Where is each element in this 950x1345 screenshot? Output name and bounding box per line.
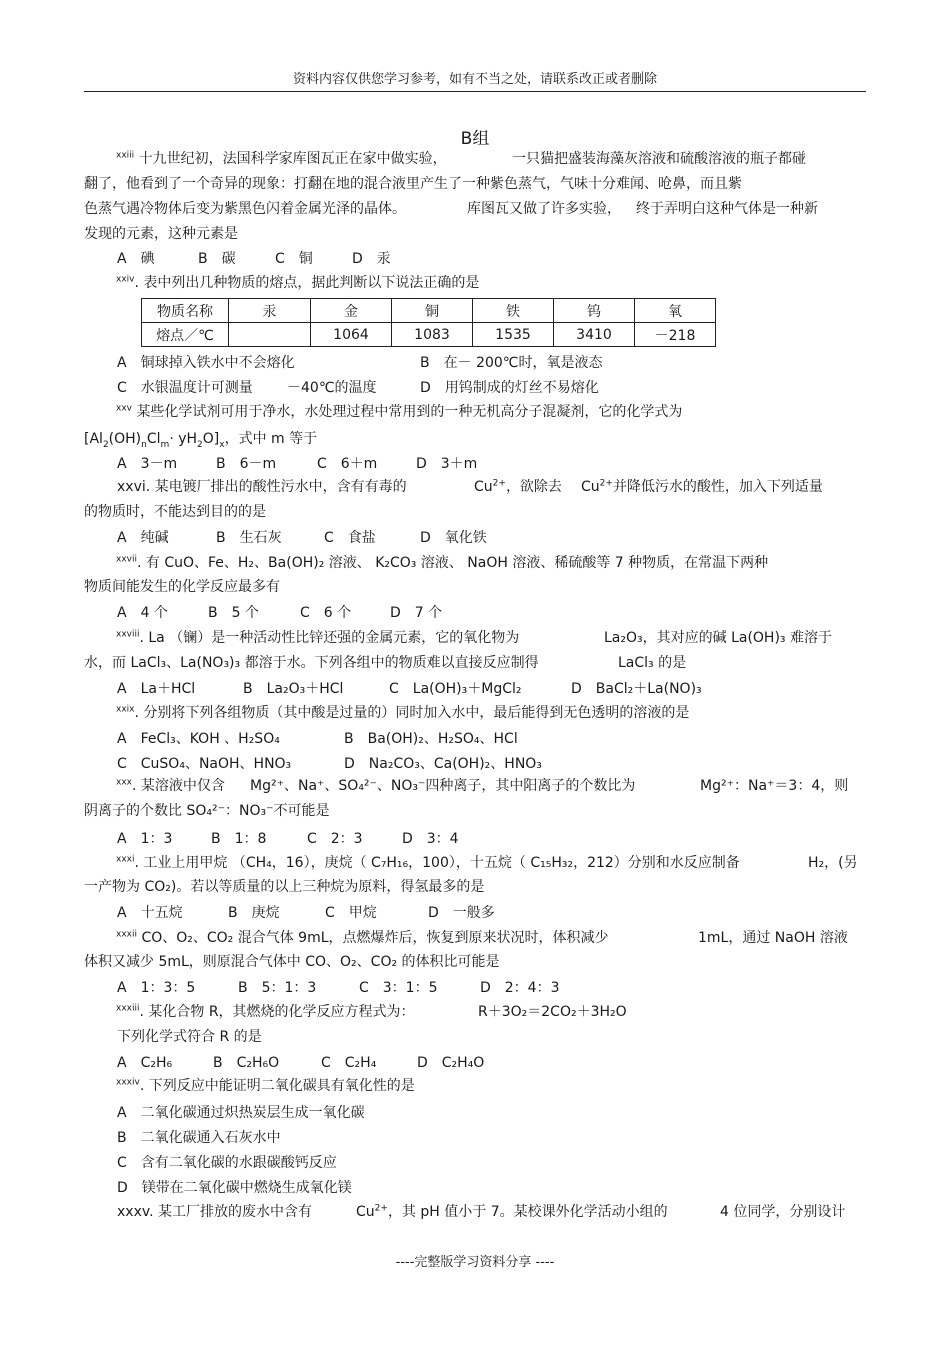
q27-line-2: 物质间能发生的化学反应最多有 bbox=[84, 579, 280, 595]
q25-option-a: A 3－m bbox=[117, 456, 178, 472]
q25-option-d: D 3＋m bbox=[416, 456, 478, 472]
q23-line-3c: 终于弄明白这种气体是一种新 bbox=[636, 201, 818, 217]
q25-option-c: C 6＋m bbox=[317, 456, 378, 472]
q27-line-1: $^{xxvii}$. 有 CuO、Fe、H₂、Ba(OH)₂ 溶液、 K₂CO₃ 溶液、 NaOH 溶液、稀硫酸等 7 种物质，在常温下两种 bbox=[116, 554, 769, 571]
q23-line-2: 翻了，他看到了一个奇异的现象：打翻在地的混合液里产生了一种紫色蒸气，气味十分难闻、呛鼻，而且紫 bbox=[84, 176, 742, 192]
melting-point-table bbox=[141, 298, 716, 347]
q33-option-a: A C₂H₆ bbox=[117, 1055, 173, 1071]
q30-line-1: $^{xxx}$. 某溶液中仅含 bbox=[116, 777, 225, 794]
q23-option-a: A 碘 bbox=[117, 251, 155, 267]
q32-line-1: $^{xxxii}$ CO、O₂、CO₂ 混合气体 9mL，点燃爆炸后，恢复到原来状况时，体积减少 bbox=[116, 929, 609, 946]
q26-option-d: D 氧化铁 bbox=[420, 530, 487, 546]
q30-line-1c: Mg²⁺：Na⁺＝3：4，则 bbox=[700, 778, 849, 794]
q24-number: xxiv bbox=[116, 274, 135, 285]
table-cell: 熔点／℃ bbox=[142, 323, 229, 347]
table-row bbox=[142, 299, 716, 323]
table-row bbox=[142, 323, 716, 347]
section-title: B组 bbox=[460, 129, 490, 149]
q35-number: xxxv bbox=[117, 1204, 150, 1220]
q26-line-1: xxvi. 某电镀厂排出的酸性污水中，含有有毒的 bbox=[117, 479, 407, 495]
q28-option-d: D BaCl₂＋La(NO)₃ bbox=[571, 681, 702, 697]
q26-line-2: 的物质时，不能达到目的的是 bbox=[84, 504, 266, 520]
q23-number: xxiii bbox=[116, 150, 135, 161]
q29-option-d: D Na₂CO₃、Ca(OH)₂、HNO₃ bbox=[344, 756, 542, 772]
q27-number: xxvii bbox=[116, 554, 137, 565]
q23-line-1b: 一只猫把盛装海藻灰溶液和硫酸溶液的瓶子都碰 bbox=[512, 151, 806, 167]
q35-line-1c: 4 位同学，分别设计 bbox=[720, 1204, 846, 1220]
q24-option-d: D 用钨制成的灯丝不易熔化 bbox=[420, 380, 599, 396]
table-cell: 3410 bbox=[554, 323, 635, 347]
q34-option-c: C 含有二氧化碳的水跟碳酸钙反应 bbox=[117, 1155, 337, 1171]
q32-option-a: A 1：3：5 bbox=[117, 980, 196, 996]
q32-line-2: 体积又减少 5mL，则原混合气体中 CO、O₂、CO₂ 的体积比可能是 bbox=[84, 954, 500, 970]
q29-option-a: A FeCl₃、KOH 、H₂SO₄ bbox=[117, 731, 280, 747]
table-cell: 钨 bbox=[554, 299, 635, 323]
table-cell bbox=[229, 323, 311, 347]
q23-line-3b: 库图瓦又做了许多实验， bbox=[467, 201, 621, 217]
q33-option-c: C C₂H₄ bbox=[321, 1055, 377, 1071]
q27-option-d: D 7 个 bbox=[390, 605, 443, 621]
q34-line-1: $^{xxxiv}$. 下列反应中能证明二氧化碳具有氧化性的是 bbox=[116, 1077, 415, 1094]
q28-line-1: $^{xxviii}$. La （镧）是一种活动性比锌还强的金属元素，它的氧化物为 bbox=[116, 629, 520, 646]
q30-number: xxx bbox=[116, 777, 132, 788]
q26-number: xxvi bbox=[117, 479, 146, 495]
table-cell: －218 bbox=[635, 323, 716, 347]
q32-line-1b: 1mL，通过 NaOH 溶液 bbox=[698, 930, 848, 946]
q30-option-a: A 1：3 bbox=[117, 831, 173, 847]
q33-equation: R＋3O₂＝2CO₂＋3H₂O bbox=[478, 1004, 627, 1020]
q30-line-1b: Mg²⁺、Na⁺、SO₄²⁻、NO₃⁻四种离子，其中阳离子的个数比为 bbox=[250, 778, 636, 794]
q31-option-d: D 一般多 bbox=[428, 905, 495, 921]
q33-line-1: $^{xxxiii}$. 某化合物 R，其燃烧的化学反应方程式为： bbox=[116, 1003, 415, 1020]
table-cell: 铁 bbox=[473, 299, 554, 323]
q23-option-d: D 汞 bbox=[352, 251, 391, 267]
q28-line-1b: La₂O₃，其对应的碱 La(OH)₃ 难溶于 bbox=[604, 630, 832, 646]
page-header: 资料内容仅供您学习参考，如有不当之处，请联系改正或者删除 bbox=[292, 72, 657, 87]
q31-line-2: 一产物为 CO₂)。若以等质量的以上三种烷为原料，得氢最多的是 bbox=[84, 879, 485, 895]
q23-line-1: $^{xxiii}$ 十九世纪初，法国科学家库图瓦正在家中做实验， bbox=[116, 150, 447, 167]
q34-number: xxxiv bbox=[116, 1077, 140, 1088]
q31-number: xxxi bbox=[116, 854, 135, 865]
q29-option-c: C CuSO₄、NaOH、HNO₃ bbox=[117, 756, 292, 772]
q31-line-1: $^{xxxi}$. 工业上用甲烷 （CH₄，16），庚烷（ C₇H₁₆，100），十五烷（ C₁₅H₃₂，212）分别和水反应制备 bbox=[116, 854, 740, 871]
table-cell: 1083 bbox=[392, 323, 473, 347]
q31-option-c: C 甲烷 bbox=[325, 905, 377, 921]
q30-option-d: D 3：4 bbox=[402, 831, 459, 847]
q32-number: xxxii bbox=[116, 929, 137, 940]
header-divider bbox=[84, 91, 866, 92]
q32-option-d: D 2：4：3 bbox=[480, 980, 560, 996]
q30-line-2: 阴离子的个数比 SO₄²⁻：NO₃⁻不可能是 bbox=[84, 803, 330, 819]
table-cell: 1535 bbox=[473, 323, 554, 347]
q24-option-c: C 水银温度计可测量 bbox=[117, 380, 253, 396]
q31-option-b: B 庚烷 bbox=[228, 905, 280, 921]
table-cell: 1064 bbox=[311, 323, 392, 347]
q26-line-1c: $Cu^{2+}$并降低污水的酸性，加入下列适量 bbox=[581, 478, 823, 495]
q27-option-b: B 5 个 bbox=[208, 605, 259, 621]
q25-option-b: B 6－m bbox=[216, 456, 277, 472]
q32-option-b: B 5：1：3 bbox=[238, 980, 317, 996]
q23-line-3a: 色蒸气遇冷物体后变为紫黑色闪着金属光泽的晶体。 bbox=[84, 201, 406, 217]
table-cell: 金 bbox=[311, 299, 392, 323]
q25-line-1: $^{xxv}$ 某些化学试剂可用于净水，水处理过程中常用到的一种无机高分子混凝剂，它的化学式为 bbox=[116, 403, 683, 420]
q35-line-1: xxxv. 某工厂排放的废水中含有 bbox=[117, 1204, 312, 1220]
q31-option-a: A 十五烷 bbox=[117, 905, 183, 921]
q33-number: xxxiii bbox=[116, 1003, 140, 1014]
q28-option-a: A La＋HCl bbox=[117, 681, 196, 697]
q25-formula-line: $[Al_2(OH)_nCl_m\cdot yH_2O]_x$，式中 m 等于 bbox=[84, 431, 318, 450]
q33-line-2: 下列化学式符合 R 的是 bbox=[117, 1029, 262, 1045]
q28-option-b: B La₂O₃＋HCl bbox=[243, 681, 344, 697]
q24-option-b: B 在－ 200℃时，氧是液态 bbox=[420, 355, 603, 371]
q30-option-c: C 2：3 bbox=[307, 831, 363, 847]
q27-option-a: A 4 个 bbox=[117, 605, 168, 621]
q32-option-c: C 3：1：5 bbox=[359, 980, 438, 996]
q23-line-4: 发现的元素，这种元素是 bbox=[84, 226, 238, 242]
q28-number: xxviii bbox=[116, 629, 140, 640]
q34-option-a: A 二氧化碳通过炽热炭层生成一氧化碳 bbox=[117, 1105, 365, 1121]
q23-option-c: C 铜 bbox=[275, 251, 313, 267]
q29-number: xxix bbox=[116, 704, 135, 715]
q26-option-a: A 纯碱 bbox=[117, 530, 169, 546]
q33-option-b: B C₂H₆O bbox=[213, 1055, 280, 1071]
q26-option-c: C 食盐 bbox=[324, 530, 376, 546]
q28-option-c: C La(OH)₃＋MgCl₂ bbox=[389, 681, 522, 697]
table-cell: 氧 bbox=[635, 299, 716, 323]
q24-option-a: A 铜球掉入铁水中不会熔化 bbox=[117, 355, 295, 371]
q23-option-b: B 碳 bbox=[198, 251, 236, 267]
q24-line-1: $^{xxiv}$. 表中列出几种物质的熔点，据此判断以下说法正确的是 bbox=[116, 274, 480, 291]
q25-number: xxv bbox=[116, 403, 132, 414]
q24-option-c-value: －40℃的温度 bbox=[287, 380, 377, 396]
q28-line-2b: LaCl₃ 的是 bbox=[618, 655, 687, 671]
q33-option-d: D C₂H₄O bbox=[417, 1055, 485, 1071]
q26-option-b: B 生石灰 bbox=[216, 530, 282, 546]
q29-line-1: $^{xxix}$. 分别将下列各组物质（其中酸是过量的）同时加入水中，最后能得到无色透明的溶液的是 bbox=[116, 704, 690, 721]
q27-option-c: C 6 个 bbox=[300, 605, 352, 621]
table-cell: 汞 bbox=[229, 299, 311, 323]
q30-option-b: B 1：8 bbox=[211, 831, 267, 847]
q31-line-1b: H₂，(另 bbox=[808, 855, 858, 871]
q28-line-2: 水，而 LaCl₃、La(NO₃)₃ 都溶于水。下列各组中的物质难以直接反应制得 bbox=[84, 655, 539, 671]
q35-line-1b: $Cu^{2+}$，其 pH 值小于 7。某校课外化学活动小组的 bbox=[356, 1203, 668, 1220]
table-cell: 物质名称 bbox=[142, 299, 229, 323]
q34-option-b: B 二氧化碳通入石灰水中 bbox=[117, 1130, 281, 1146]
q29-option-b: B Ba(OH)₂、H₂SO₄、HCl bbox=[344, 731, 518, 747]
q26-copper-ion: $Cu^{2+}$，欲除去 bbox=[474, 478, 562, 495]
page-footer: ----完整版学习资料分享 ---- bbox=[395, 1255, 555, 1270]
table-cell: 铜 bbox=[392, 299, 473, 323]
q34-option-d: D 镁带在二氧化碳中燃烧生成氧化镁 bbox=[117, 1180, 352, 1196]
